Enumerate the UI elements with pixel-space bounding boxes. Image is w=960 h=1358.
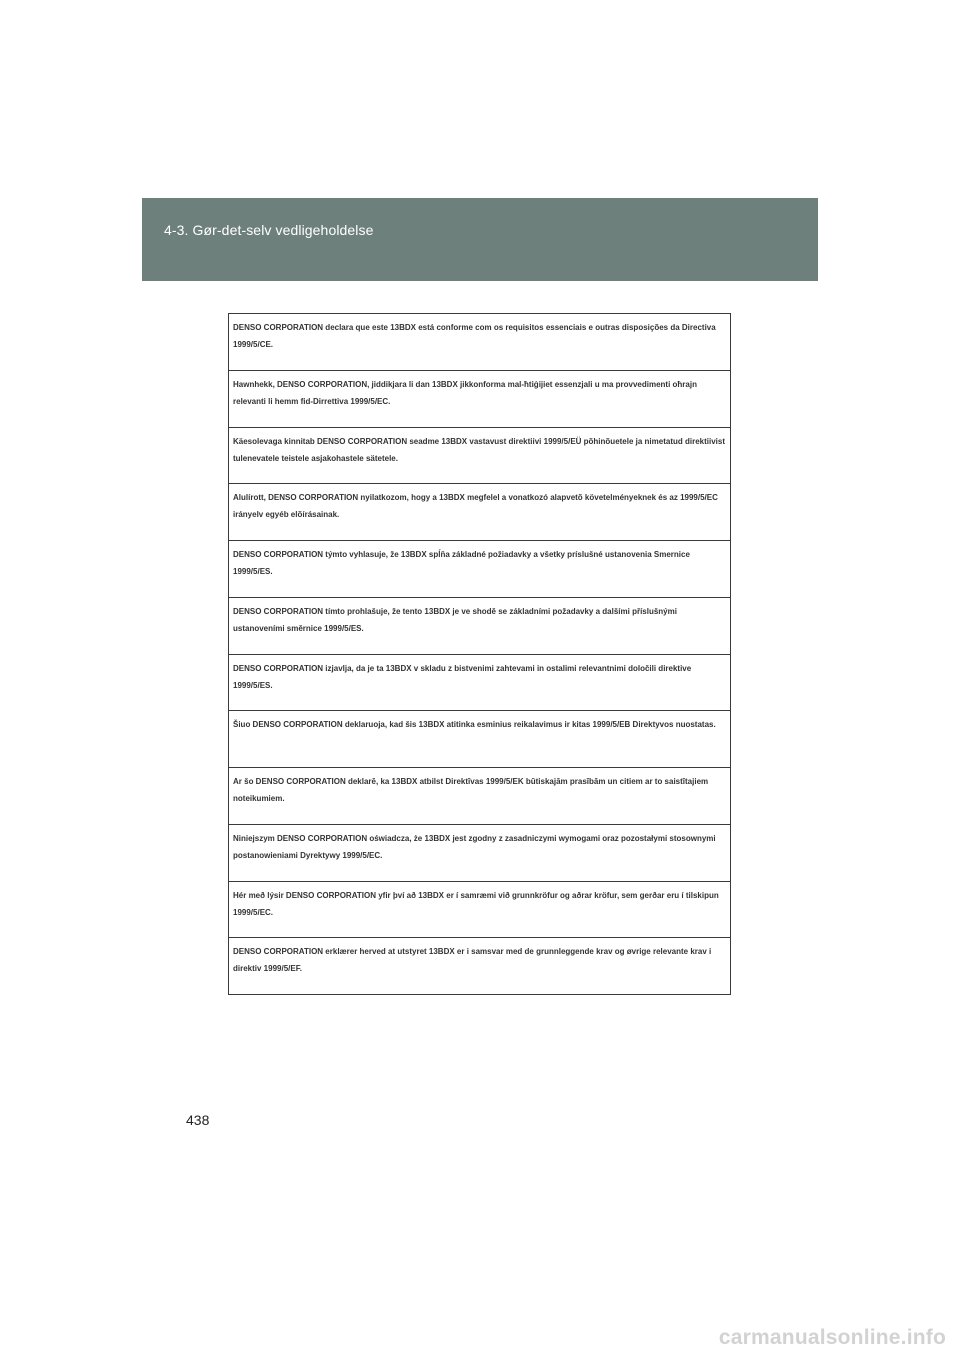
declaration-row-lithuanian: Šiuo DENSO CORPORATION deklaruoja, kad šis 13BDX atitinka esminius reikalavimus ir kitas 1999/5/EB Direktyvos nuostatas. bbox=[229, 711, 730, 768]
declaration-row-slovak: DENSO CORPORATION týmto vyhlasuje, že 13BDX spĺňa základné požiadavky a všetky príslušné ustanovenia Smernice 1999/5/ES. bbox=[229, 541, 730, 598]
declaration-row-maltese: Hawnhekk, DENSO CORPORATION, jiddikjara li dan 13BDX jikkonforma mal-ħtiġijiet essenzjali u ma provvedimenti oħrajn relevanti li hemm fid-Dirrettiva 1999/5/EC. bbox=[229, 371, 730, 428]
declaration-row-estonian: Käesolevaga kinnitab DENSO CORPORATION seadme 13BDX vastavust direktiivi 1999/5/EÜ põhinõuetele ja nimetatud direktiivist tulenevatele teistele asjakohastele sätetele. bbox=[229, 428, 730, 485]
page-number: 438 bbox=[186, 1112, 210, 1128]
declaration-row-norwegian: DENSO CORPORATION erklærer herved at utstyret 13BDX er i samsvar med de grunnleggende krav og øvrige relevante krav i direktiv 1999/5/EF. bbox=[233, 947, 712, 974]
section-title: 4-3. Gør-det-selv vedligeholdelse bbox=[164, 222, 374, 238]
declaration-row-czech: DENSO CORPORATION tímto prohlašuje, že tento 13BDX je ve shodě se základními požadavky a dalšími příslušnými ustanoveními směrnice 1999/5/ES. bbox=[229, 598, 730, 655]
declaration-row-polish: Niniejszym DENSO CORPORATION oświadcza, że 13BDX jest zgodny z zasadniczymi wymogami oraz pozostałymi stosownymi postanowieniami Dyrektywy 1999/5/EC. bbox=[229, 825, 730, 882]
declaration-row-icelandic: Hér með lýsir DENSO CORPORATION yfir því að 13BDX er í samræmi við grunnkröfur og aðrar kröfur, sem gerðar eru í tilskipun 1999/5/EC. bbox=[229, 882, 730, 939]
site-watermark: carmanualsonline.info bbox=[718, 1326, 946, 1349]
declaration-row-portuguese: DENSO CORPORATION declara que este 13BDX está conforme com os requisitos essenciais e outras disposições da Directiva 1999/5/CE. bbox=[229, 314, 730, 371]
declaration-row-latvian: Ar šo DENSO CORPORATION deklarē, ka 13BDX atbilst Direktīvas 1999/5/EK būtiskajām prasībām un citiem ar to saistītajiem noteikumiem. bbox=[229, 768, 730, 825]
conformity-declarations-table bbox=[228, 313, 731, 995]
declaration-row-hungarian: Alulírott, DENSO CORPORATION nyilatkozom, hogy a 13BDX megfelel a vonatkozó alapvetõ követelményeknek és az 1999/5/EC irányelv egyéb elõírásainak. bbox=[229, 484, 730, 541]
section-header-band bbox=[142, 198, 818, 281]
declaration-row-slovenian: DENSO CORPORATION izjavlja, da je ta 13BDX v skladu z bistvenimi zahtevami in ostalimi relevantnimi določili direktive 1999/5/ES. bbox=[229, 655, 730, 712]
